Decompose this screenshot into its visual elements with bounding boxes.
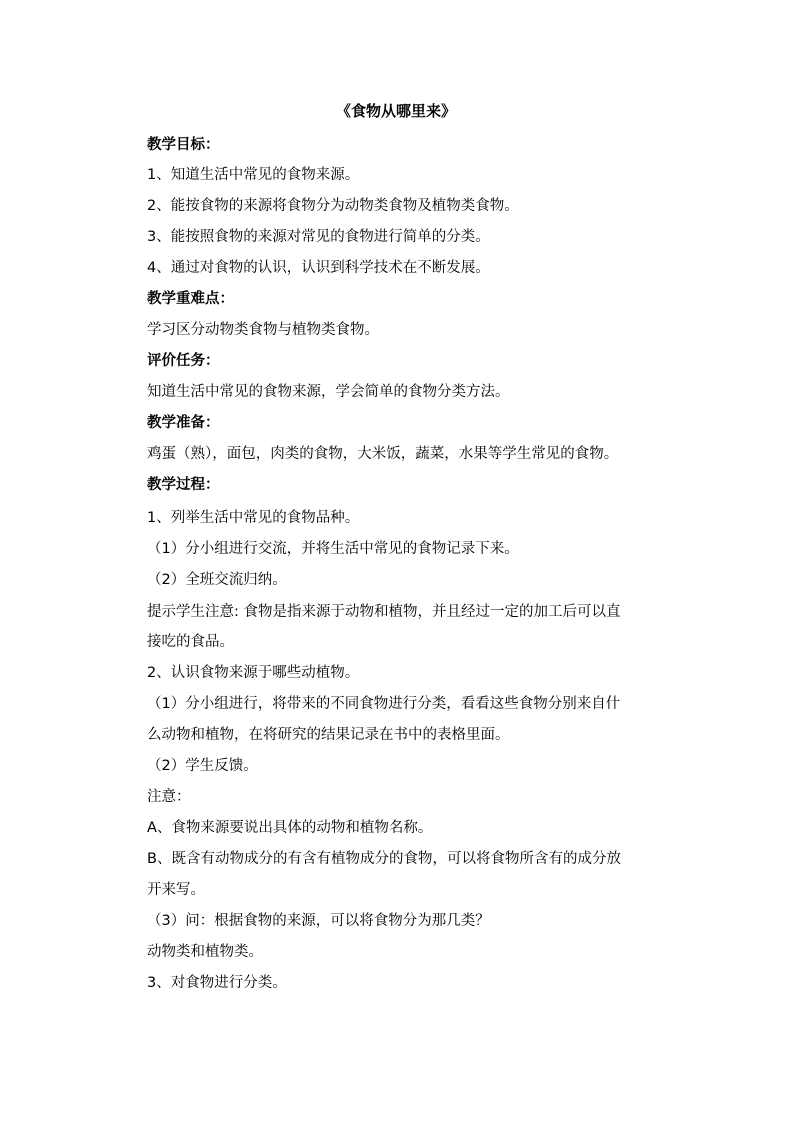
paragraph-line: 2、认识食物来源于哪些动植物。 (147, 665, 360, 681)
paragraph-line: 1、知道生活中常见的食物来源。 (147, 167, 360, 183)
paragraph-line: B、既含有动物成分的有含有植物成分的食物，可以将食物所含有的成分放 (147, 851, 621, 867)
heading-teaching-goals: 教学目标： (147, 137, 220, 153)
heading-teaching-process: 教学过程： (147, 477, 220, 493)
paragraph-line: 动物类和植物类。 (147, 944, 263, 960)
paragraph-line: 提示学生注意: 食物是指来源于动物和植物，并且经过一定的加工后可以直 (147, 604, 621, 620)
paragraph-line: 3、对食物进行分类。 (147, 975, 287, 991)
document-title: 《食物从哪里来》 (336, 102, 457, 120)
paragraph-line: 1、列举生活中常见的食物品种。 (147, 510, 360, 526)
paragraph-line: A、食物来源要说出具体的动物和植物名称。 (147, 820, 433, 836)
paragraph-line: 4、通过对食物的认识，认识到科学技术在不断发展。 (147, 260, 490, 276)
paragraph-line: 么动物和植物，在将研究的结果记录在书中的表格里面。 (147, 727, 510, 743)
paragraph-line: 接吃的食品。 (147, 634, 234, 650)
paragraph-line: 注意： (147, 789, 191, 805)
paragraph-line: （1）分小组进行，将带来的不同食物进行分类，看看这些食物分别来自什 (147, 696, 621, 712)
paragraph-line: （2）学生反馈。 (147, 758, 258, 774)
paragraph-line: 开来写。 (147, 882, 205, 898)
paragraph-line: 学习区分动物类食物与植物类食物。 (147, 322, 379, 338)
heading-key-difficulties: 教学重难点： (147, 291, 234, 307)
heading-evaluation-tasks: 评价任务： (147, 353, 220, 369)
heading-preparation: 教学准备： (147, 415, 220, 431)
paragraph-line: （1）分小组进行交流，并将生活中常见的食物记录下来。 (147, 541, 519, 557)
paragraph-line: （2）全班交流归纳。 (147, 572, 287, 588)
paragraph-line: 2、能按食物的来源将食物分为动物类食物及植物类食物。 (147, 198, 519, 214)
paragraph-line: 3、能按照食物的来源对常见的食物进行简单的分类。 (147, 229, 490, 245)
paragraph-line: 知道生活中常见的食物来源，学会简单的食物分类方法。 (147, 384, 510, 400)
paragraph-line: （3）问：根据食物的来源，可以将食物分为那几类？ (147, 913, 490, 929)
paragraph-line: 鸡蛋（熟），面包，肉类的食物，大米饭，蔬菜，水果等学生常见的食物。 (147, 446, 619, 462)
